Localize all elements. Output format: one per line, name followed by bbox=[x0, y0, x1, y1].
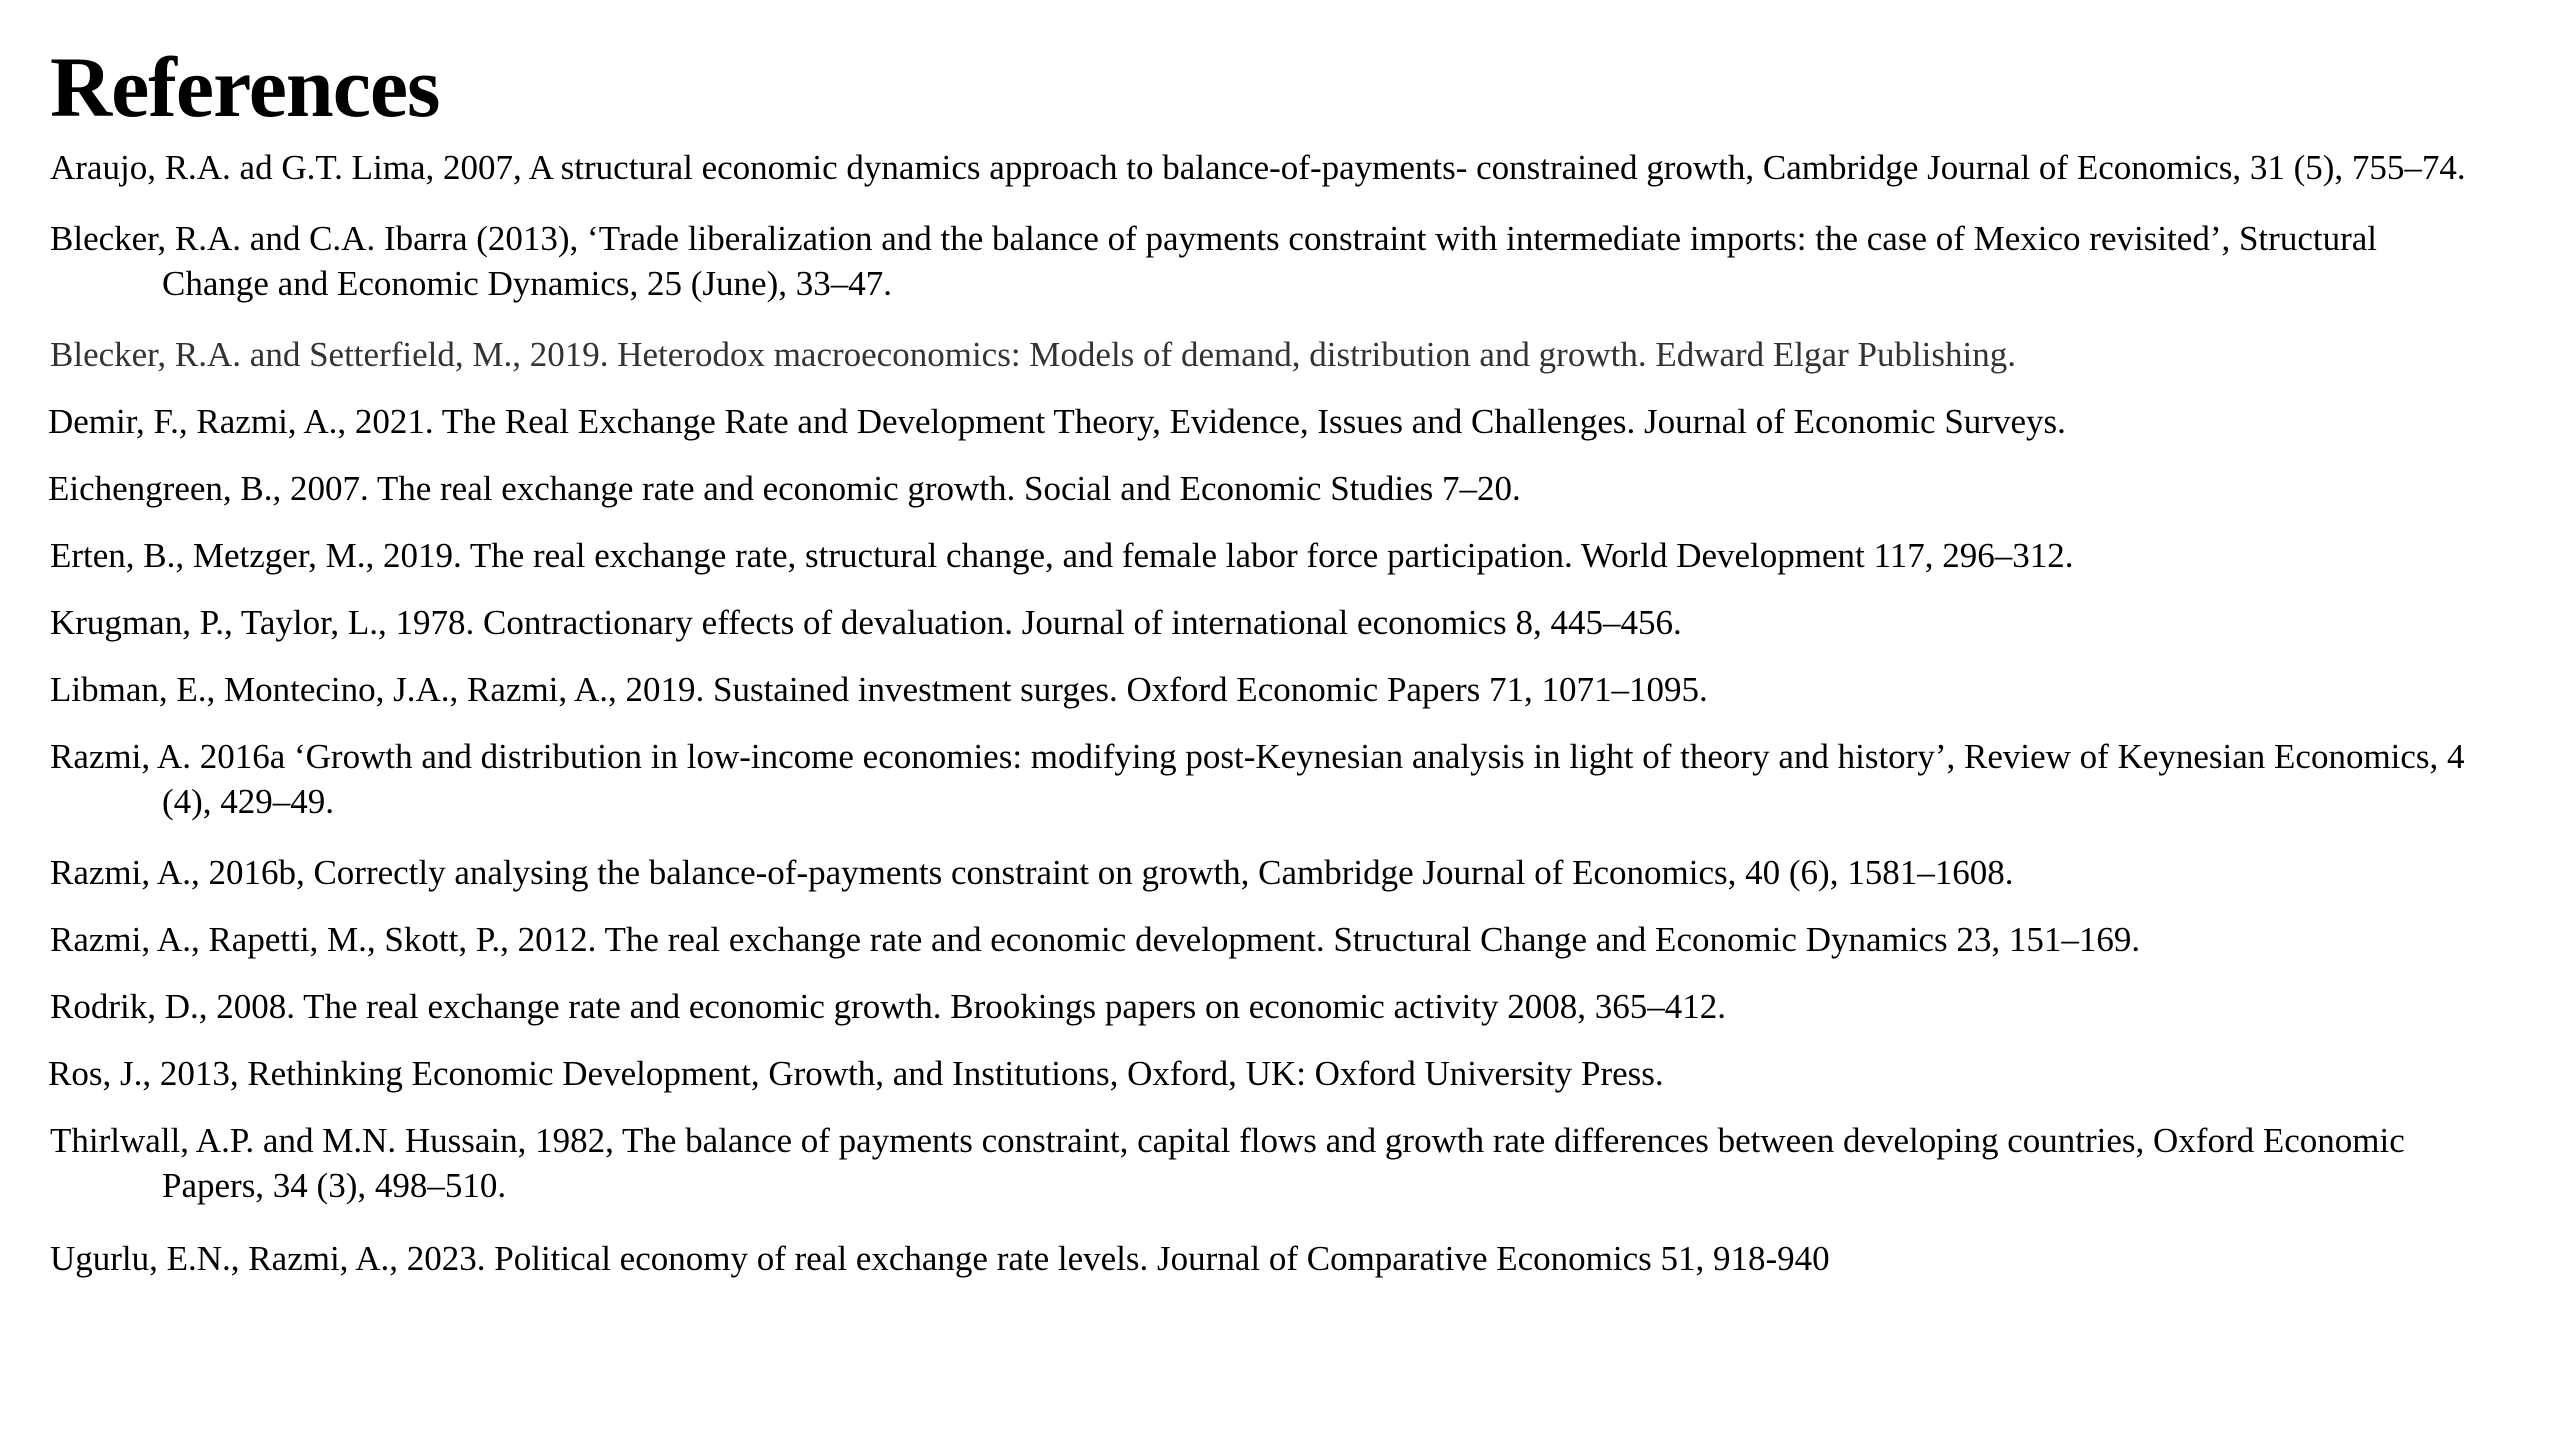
reference-item: Blecker, R.A. and Setterfield, M., 2019. Heterodox macroeconomics: Models of demand, distribution and growth. Edward Elgar Publishing. bbox=[50, 335, 2016, 374]
reference-list bbox=[50, 145, 2470, 1281]
reference-item: Razmi, A. 2016a ‘Growth and distribution in low-income economies: modifying post-Keynesian analysis in light of theory and history’, Review of Keynesian Economics, 4 (4), 429–49. bbox=[50, 737, 2465, 821]
reference-item: Ros, J., 2013, Rethinking Economic Development, Growth, and Institutions, Oxford, UK: Oxford University Press. bbox=[48, 1054, 1664, 1093]
reference-item: Eichengreen, B., 2007. The real exchange rate and economic growth. Social and Economic Studies 7–20. bbox=[48, 469, 1521, 508]
reference-item: Ugurlu, E.N., Razmi, A., 2023. Political economy of real exchange rate levels. Journal of Comparative Economics 51, 918-940 bbox=[50, 1239, 1830, 1278]
reference-item: Razmi, A., 2016b, Correctly analysing the balance-of-payments constraint on growth, Cambridge Journal of Economics, 40 (6), 1581–1608. bbox=[50, 853, 2014, 892]
reference-item: Thirlwall, A.P. and M.N. Hussain, 1982, The balance of payments constraint, capital flows and growth rate differences between developing countries, Oxford Economic Papers, 34 (3), 498–510. bbox=[50, 1121, 2405, 1205]
reference-item: Razmi, A., Rapetti, M., Skott, P., 2012. The real exchange rate and economic development. Structural Change and Economic Dynamics 23, 151–169. bbox=[50, 920, 2141, 959]
reference-item: Libman, E., Montecino, J.A., Razmi, A., 2019. Sustained investment surges. Oxford Economic Papers 71, 1071–1095. bbox=[50, 670, 1708, 709]
page-title: References bbox=[50, 39, 440, 135]
reference-item: Krugman, P., Taylor, L., 1978. Contractionary effects of devaluation. Journal of international economics 8, 445–456. bbox=[50, 603, 1682, 642]
reference-item: Araujo, R.A. ad G.T. Lima, 2007, A structural economic dynamics approach to balance-of-payments- constrained growth, Cambridge Journal of Economics, 31 (5), 755–74. bbox=[50, 148, 2466, 187]
reference-item: Demir, F., Razmi, A., 2021. The Real Exchange Rate and Development Theory, Evidence, Issues and Challenges. Journal of Economic Surveys. bbox=[48, 402, 2066, 441]
reference-item: Blecker, R.A. and C.A. Ibarra (2013), ‘Trade liberalization and the balance of payments constraint with intermediate imports: the case of Mexico revisited’, Structural Change and Economic Dynamics, 25 (June), 33–47. bbox=[50, 219, 2377, 303]
reference-item: Erten, B., Metzger, M., 2019. The real exchange rate, structural change, and female labor force participation. World Development 117, 296–312. bbox=[50, 536, 2074, 575]
reference-item: Rodrik, D., 2008. The real exchange rate and economic growth. Brookings papers on economic activity 2008, 365–412. bbox=[50, 987, 1727, 1026]
